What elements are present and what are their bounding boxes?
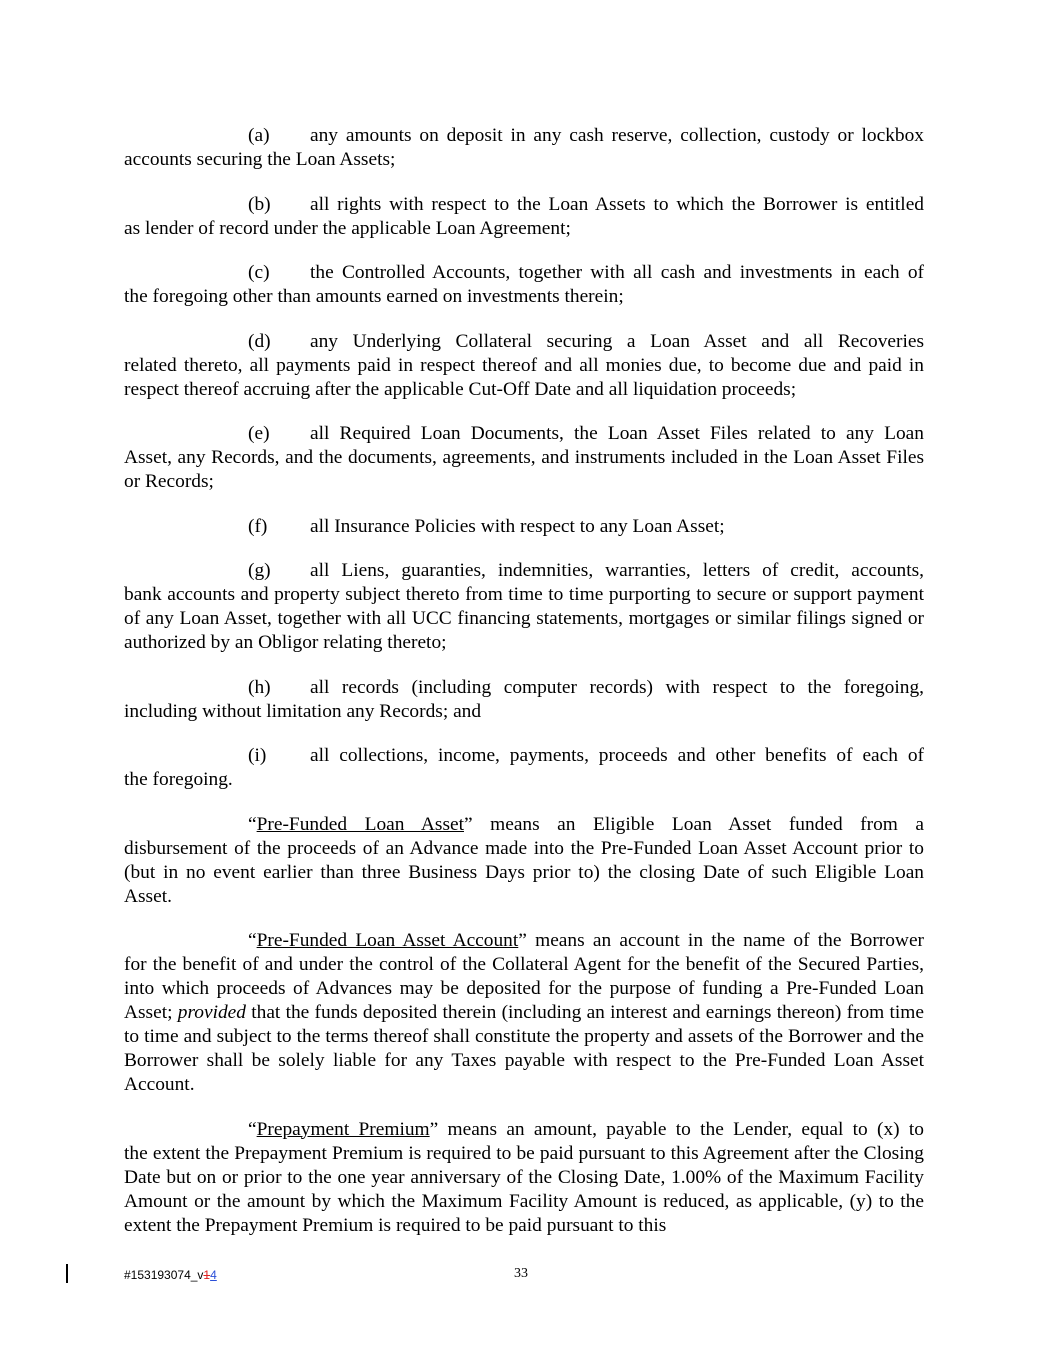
definition-text: means an amount, payable to the Lender, equal to (x) to [438, 1118, 924, 1140]
defined-term: Pre-Funded Loan Asset [256, 813, 464, 835]
clause-text-continued: bank accounts and property subject thereto from time to time purporting to secure or support payment of any Loan Asset, together with all UCC financing statements, mortgages or similar filings signed or authorized by an Obligor relating thereto; [124, 584, 924, 653]
clause-text-continued: including without limitation any Records; and [124, 700, 482, 722]
clause-b [124, 193, 924, 241]
clause-label: (d) [248, 330, 271, 352]
defined-term: Pre-Funded Loan Asset Account [256, 930, 519, 951]
definition-pre-funded-loan-asset-account [124, 929, 924, 1097]
open-quote: “ [248, 813, 257, 835]
clause-text: all Liens, guaranties, indemnities, warranties, letters of credit, accounts, [310, 560, 924, 581]
clause-label: (h) [248, 676, 271, 698]
close-quote: ” [518, 930, 527, 951]
clause-text-continued: the foregoing. [124, 769, 233, 790]
clause-text-continued: related thereto, all payments paid in respect thereof and all monies due, to become due and paid in respect thereof accruing after the applicable Cut-Off Date and all liquidation proceeds; [124, 354, 924, 400]
deleted-version: 1 [203, 1268, 211, 1282]
clause-text: any Underlying Collateral securing a Loan Asset and all Recoveries [310, 330, 924, 352]
clause-text-continued: as lender of record under the applicable Loan Agreement; [124, 217, 571, 239]
page-number: 33 [514, 1266, 528, 1281]
open-quote: “ [248, 930, 257, 951]
inserted-version: 4 [210, 1268, 217, 1282]
definition-prepayment-premium [124, 1118, 924, 1238]
clause-a [124, 124, 924, 172]
clause-d [124, 330, 924, 402]
definition-text-tail: that the funds deposited therein (including an interest and earnings thereon) from time to time and subject to the terms thereof shall constitute the property and assets of the Borrower and the Borrower shall be solely liable for any Taxes payable with respect to the Pre-Funded Loan Asset Account. [124, 1002, 924, 1095]
clause-text-continued: the foregoing other than amounts earned on investments therein; [124, 286, 624, 307]
clause-g [124, 559, 924, 655]
definition-text: means an account in the name of the Borrower [526, 930, 925, 951]
clause-i [124, 744, 924, 792]
clause-e [124, 422, 924, 494]
page-body [124, 124, 924, 1258]
clause-label: (b) [248, 193, 271, 215]
doc-id-prefix: #153193074_v [124, 1268, 204, 1282]
revision-change-bar [66, 1264, 68, 1283]
clause-label: (c) [248, 262, 270, 283]
clause-label: (a) [248, 125, 270, 146]
clause-f [124, 515, 924, 539]
clause-text-continued: accounts securing the Loan Assets; [124, 149, 396, 170]
clause-label: (i) [248, 745, 267, 766]
clause-text: all Required Loan Documents, the Loan Asset Files related to any Loan [310, 423, 924, 444]
italic-proviso: provided [177, 1002, 246, 1023]
definition-text-continued: disbursement of the proceeds of an Advance made into the Pre-Funded Loan Asset Account prior to (but in no event earlier than three Business Days prior to) the closing Date of such Eligible Loan Asset. [124, 837, 924, 907]
definition-pre-funded-loan-asset [124, 813, 924, 909]
clause-text: any amounts on deposit in any cash reserve, collection, custody or lockbox [310, 125, 924, 146]
clause-text: the Controlled Accounts, together with all cash and investments in each of [310, 262, 924, 283]
clause-text: all Insurance Policies with respect to any Loan Asset; [310, 515, 725, 537]
definition-text-continued: the extent the Prepayment Premium is required to be paid pursuant to this Agreement after the Closing Date but on or prior to the one year anniversary of the Closing Date, 1.00% of the Maximum Facility Amount or the amount by which the Maximum Facility Amount is reduced, as applicable, (y) to the extent the Prepayment Premium is required to be paid pursuant to this [124, 1142, 924, 1236]
close-quote: ” [429, 1118, 439, 1140]
definition-text-continued: for the benefit of and under the control of the Collateral Agent for the benefit of the Secured Parties, into which proceeds of Advances may be deposited for the purpose of funding a Pre-Funded Loan Asset; [124, 954, 924, 1023]
close-quote: ” [464, 813, 473, 835]
clause-label: (g) [248, 560, 271, 581]
defined-term: Prepayment Premium [256, 1118, 430, 1140]
clause-text: all collections, income, payments, proceeds and other benefits of each of [310, 745, 924, 766]
clause-label: (f) [248, 515, 268, 537]
document-id [124, 1268, 217, 1282]
open-quote: “ [248, 1118, 257, 1140]
clause-text: all rights with respect to the Loan Assets to which the Borrower is entitled [310, 193, 924, 215]
definition-text: means an Eligible Loan Asset funded from a [472, 813, 924, 835]
clause-text-continued: Asset, any Records, and the documents, agreements, and instruments included in the Loan Asset Files or Records; [124, 447, 924, 492]
clause-label: (e) [248, 423, 270, 444]
clause-c [124, 261, 924, 309]
clause-h [124, 676, 924, 724]
clause-text: all records (including computer records) with respect to the foregoing, [310, 676, 924, 698]
